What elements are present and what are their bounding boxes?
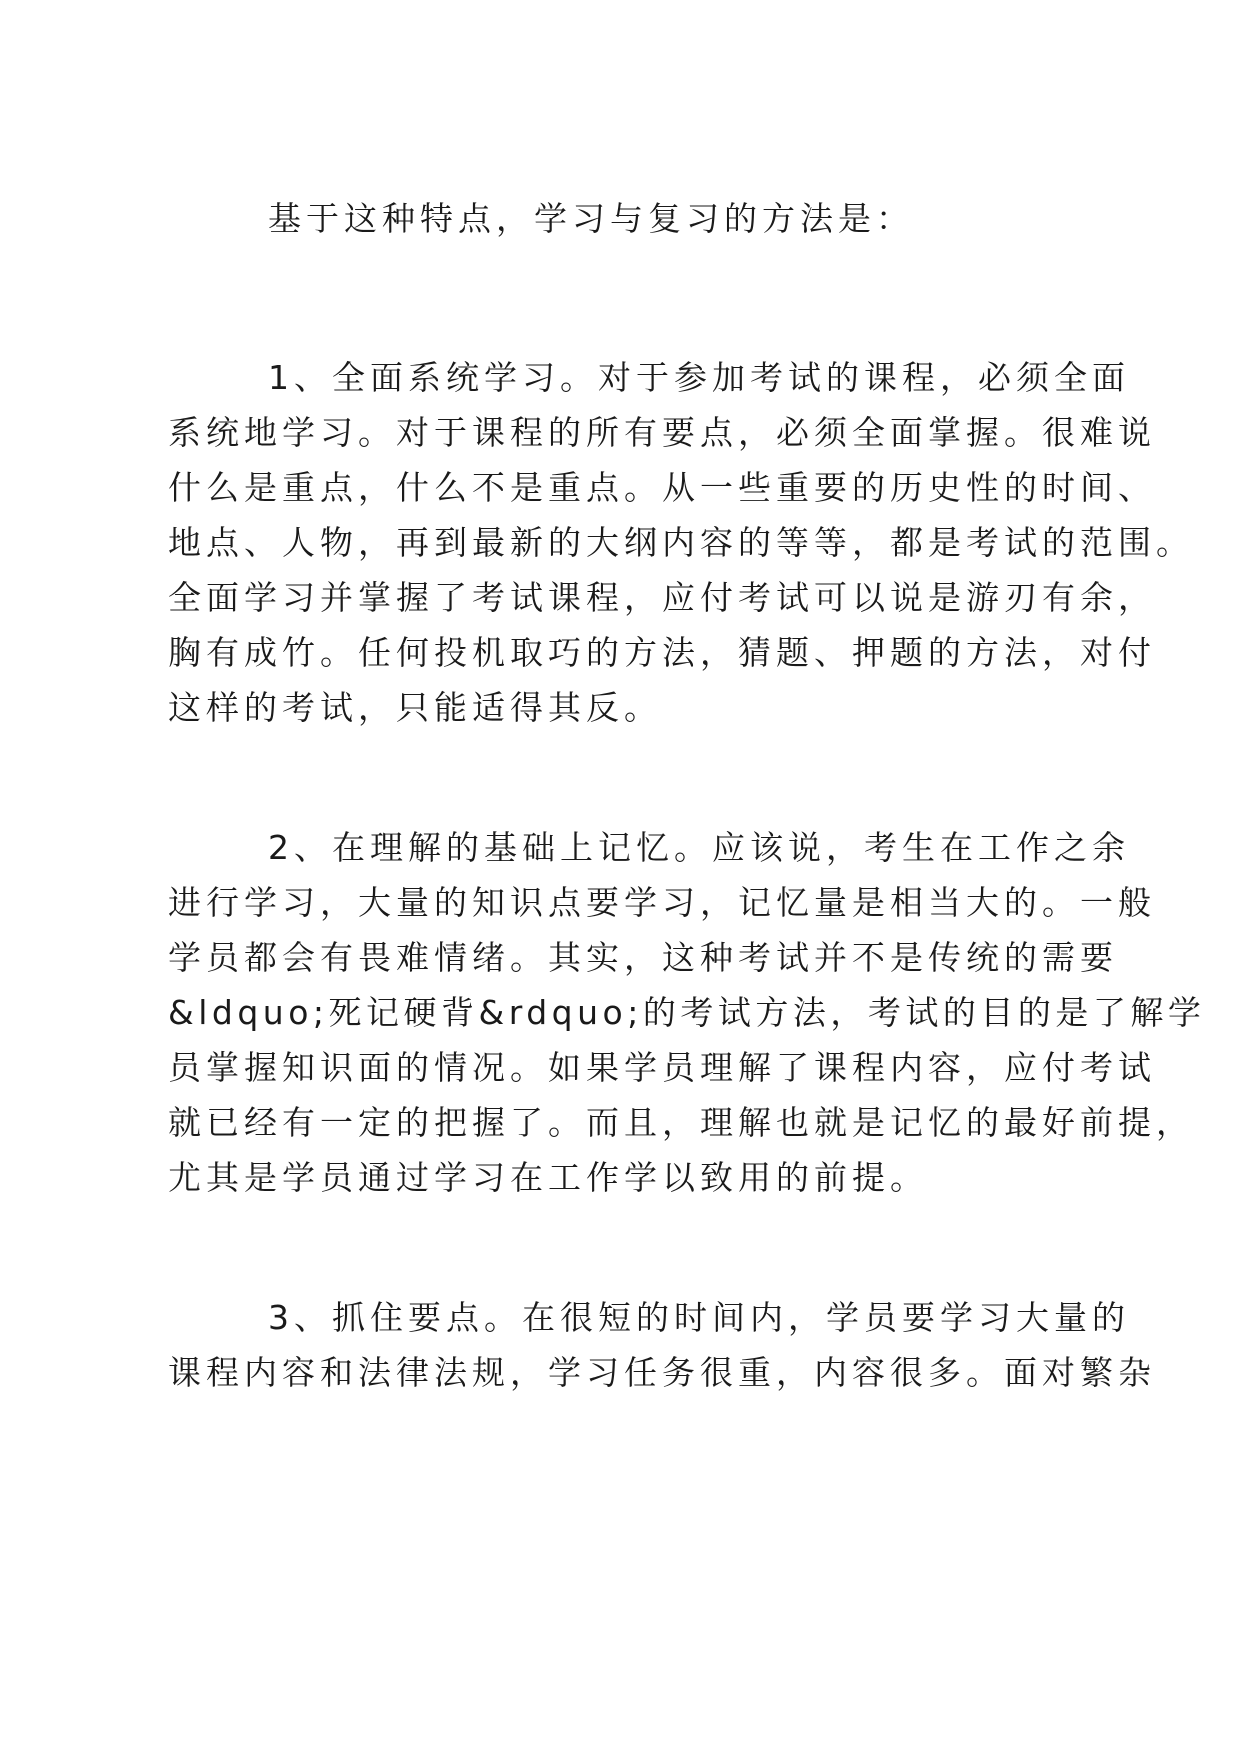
- paragraph-3-line-2: 课程内容和法律法规，学习任务很重，内容很多。面对繁杂: [168, 1353, 1156, 1392]
- paragraph-1-line-1: 1、全面系统学习。对于参加考试的课程，必须全面: [268, 358, 1130, 397]
- paragraph-1-line-7: 这样的考试，只能适得其反。: [168, 688, 662, 727]
- intro-text: 基于这种特点，学习与复习的方法是：: [268, 199, 914, 238]
- paragraph-2-line-5: 员掌握知识面的情况。如果学员理解了课程内容，应付考试: [168, 1048, 1156, 1087]
- paragraph-2-line-6: 就已经有一定的把握了。而且，理解也就是记忆的最好前提，: [168, 1103, 1194, 1142]
- paragraph-1-line-6: 胸有成竹。任何投机取巧的方法，猜题、押题的方法，对付: [168, 633, 1156, 672]
- paragraph-2-line-4: &ldquo;死记硬背&rdquo;的考试方法，考试的目的是了解学: [168, 993, 1206, 1032]
- paragraph-2-line-7: 尤其是学员通过学习在工作学以致用的前提。: [168, 1158, 928, 1197]
- paragraph-2-line-1: 2、在理解的基础上记忆。应该说，考生在工作之余: [268, 828, 1130, 867]
- paragraph-3-line-1: 3、抓住要点。在很短的时间内，学员要学习大量的: [268, 1298, 1130, 1337]
- paragraph-1-line-2: 系统地学习。对于课程的所有要点，必须全面掌握。很难说: [168, 413, 1156, 452]
- paragraph-2-line-3: 学员都会有畏难情绪。其实，这种考试并不是传统的需要: [168, 938, 1118, 977]
- paragraph-2-line-2: 进行学习，大量的知识点要学习，记忆量是相当大的。一般: [168, 883, 1156, 922]
- paragraph-1-line-3: 什么是重点，什么不是重点。从一些重要的历史性的时间、: [168, 468, 1156, 507]
- paragraph-1-line-5: 全面学习并掌握了考试课程，应付考试可以说是游刃有余，: [168, 578, 1156, 617]
- paragraph-1-line-4: 地点、人物，再到最新的大纲内容的等等，都是考试的范围。: [168, 523, 1194, 562]
